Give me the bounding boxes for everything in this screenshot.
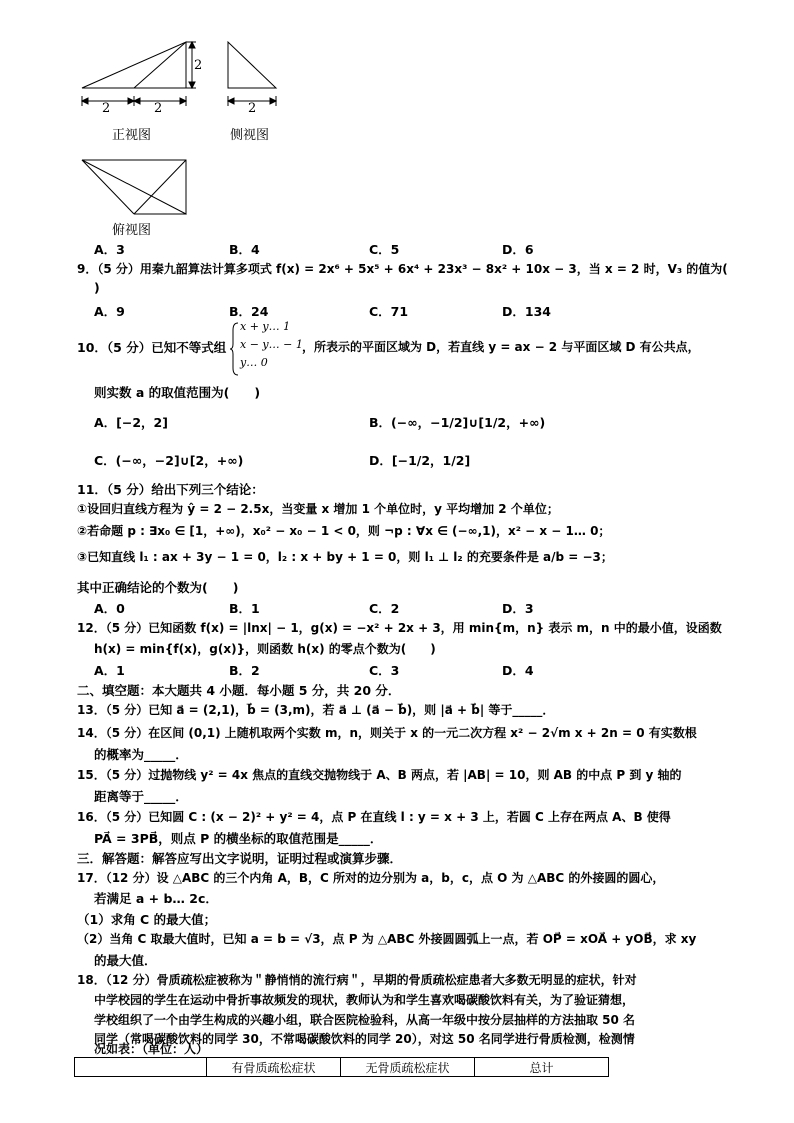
q10-option-c: C．(−∞，−2]∪[2，+∞) [94, 453, 244, 468]
q14-stem-cont: 的概率为_____． [94, 747, 188, 762]
dim-front-left: 2 [102, 101, 111, 116]
q10-system-line1: x + y… 1 [240, 320, 291, 333]
q16-stem: 16．（5 分）已知圆 C : (x − 2)² + y² = 4，点 P 在直线 l : y = x + 3 上，若圆 C 上存在两点 A、B 使得 [77, 810, 671, 824]
q18-stem-line1: 18．（12 分）骨质疏松症被称为＂静悄悄的流行病＂，早期的骨质疏松症患者大多数无明显的症状，针对 [77, 973, 637, 987]
front-view-label: 正视图 [112, 128, 152, 143]
side-view-drawing [228, 42, 276, 106]
q15-stem-cont: 距离等于_____． [94, 789, 188, 804]
table-header-cell: 有骨质疏松症状 [207, 1058, 341, 1077]
dim-front-height: 2 [194, 58, 203, 73]
q9-stem: 9．（5 分）用秦九韶算法计算多项式 f(x) = 2x⁶ + 5x⁵ + 6x⁴ + 23x³ − 8x² + 10x − 3，当 x = 2 时，V₃ 的值为( [77, 262, 728, 276]
q18-stem-line4: 同学（常喝碳酸饮料的同学 30，不常喝碳酸饮料的同学 20），对这 50 名同学进行骨质检测，检测情 [94, 1032, 635, 1046]
q18-stem-line2: 中学校园的学生在运动中骨折事故频发的现状，教师认为和学生喜欢喝碳酸饮料有关，为了验证猜想， [94, 993, 635, 1007]
q11-option-d: D．3 [502, 601, 534, 616]
q10-brace [230, 322, 240, 376]
q13-stem: 13．（5 分）已知 a⃗ = (2,1)，b⃗ = (3,m)，若 a⃗ ⊥ (a⃗ − b⃗)，则 |a⃗ + b⃗| 等于_____． [77, 703, 555, 717]
q17-part-1: （1）求角 C 的最大值； [77, 912, 217, 927]
q10-system-line3: y… 0 [240, 356, 268, 369]
section-3-heading: 三．解答题：解答应写出文字说明，证明过程或演算步骤． [77, 851, 403, 866]
q11-item-1: ①设回归直线方程为 ŷ = 2 − 2.5x，当变量 x 增加 1 个单位时，y 平均增加 2 个单位； [77, 502, 559, 516]
q12-stem-cont: h(x) = min{f(x)，g(x)}，则函数 h(x) 的零点个数为( ) [94, 642, 436, 656]
section-2-heading: 二、填空题：本大题共 4 小题．每小题 5 分，共 20 分． [77, 683, 401, 698]
q11-item-3: ③已知直线 l₁ : ax + 3y − 1 = 0，l₂ : x + by + 1 = 0，则 l₁ ⊥ l₂ 的充要条件是 a/b = −3； [77, 550, 613, 564]
q12-option-c: C．3 [369, 663, 400, 678]
top-view-drawing [82, 160, 186, 214]
q14-stem: 14．（5 分）在区间 (0,1) 上随机取两个实数 m，n，则关于 x 的一元二次方程 x² − 2√m x + 2n = 0 有实数根 [77, 726, 697, 740]
q17-stem: 17．（12 分）设 △ABC 的三个内角 A，B，C 所对的边分别为 a，b，c，点 O 为 △ABC 的外接圆的圆心， [77, 871, 665, 885]
dim-side: 2 [248, 101, 257, 116]
q18-stem-line5: 况如表：（单位：人） [94, 1042, 209, 1056]
q17-part-2-cont: 的最大值． [94, 953, 157, 968]
q18-stem-line3: 学校组织了一个由学生构成的兴趣小组，联合医院检验科，从高一年级中按分层抽样的方法抽取 50 名 [94, 1013, 636, 1027]
dim-front-right: 2 [154, 101, 163, 116]
q8-option-d: D．6 [502, 242, 534, 257]
q9-option-a: A．9 [94, 304, 125, 319]
q10-stem-line2: 则实数 a 的取值范围为( ) [94, 385, 261, 400]
three-view-figure [0, 0, 320, 240]
table-header-cell [75, 1058, 207, 1077]
osteoporosis-table [74, 1057, 609, 1077]
q15-stem: 15．（5 分）过抛物线 y² = 4x 焦点的直线交抛物线于 A、B 两点，若 |AB| = 10，则 AB 的中点 P 到 y 轴的 [77, 768, 682, 782]
top-view-label: 俯视图 [112, 223, 152, 238]
q10-system-line2: x − y… − 1 [240, 338, 303, 351]
q10-option-d: D．[−1/2，1/2] [369, 453, 471, 468]
q17-part-2: （2）当角 C 取最大值时，已知 a = b = √3，点 P 为 △ABC 外接圆圆弧上一点，若 OP⃗ = xOA⃗ + yOB⃗，求 xy [77, 932, 697, 946]
table-header-row [75, 1058, 609, 1077]
q8-option-b: B．4 [229, 242, 260, 257]
table-header-cell: 无骨质疏松症状 [341, 1058, 475, 1077]
q12-option-b: B．2 [229, 663, 260, 678]
q16-stem-cont: PA⃗ = 3PB⃗，则点 P 的横坐标的取值范围是_____． [94, 831, 383, 846]
q9-option-c: C．71 [369, 304, 409, 319]
q12-option-d: D．4 [502, 663, 534, 678]
q11-option-a: A．0 [94, 601, 125, 616]
q9-option-b: B．24 [229, 304, 269, 319]
q12-option-a: A．1 [94, 663, 125, 678]
q8-option-a: A．3 [94, 242, 125, 257]
q11-stem: 11．（5 分）给出下列三个结论： [77, 482, 264, 497]
q10-option-b: B．(−∞，−1/2]∪[1/2，+∞) [369, 415, 546, 430]
q11-option-b: B．1 [229, 601, 260, 616]
q11-question: 其中正确结论的个数为( ) [77, 580, 239, 595]
side-view-label: 侧视图 [230, 128, 270, 143]
q9-stem-cont: ) [94, 280, 100, 295]
q11-item-2: ②若命题 p : ∃x₀ ∈ [1，+∞)，x₀² − x₀ − 1 < 0，则 ¬p : ∀x ∈ (−∞,1)，x² − x − 1… 0； [77, 524, 611, 538]
front-view-drawing [82, 42, 196, 106]
q10-stem-prefix: 10．（5 分）已知不等式组 [77, 340, 227, 355]
q10-stem-suffix: ，所表示的平面区域为 D，若直线 y = ax − 2 与平面区域 D 有公共点， [302, 340, 700, 354]
q17-stem-cont: 若满足 a + b… 2c． [94, 891, 218, 906]
table-header-cell: 总计 [475, 1058, 609, 1077]
q10-option-a: A．[−2，2] [94, 415, 168, 430]
q9-option-d: D．134 [502, 304, 551, 319]
q11-option-c: C．2 [369, 601, 400, 616]
q8-option-c: C．5 [369, 242, 400, 257]
q12-stem: 12．（5 分）已知函数 f(x) = |lnx| − 1，g(x) = −x² + 2x + 3，用 min{m，n} 表示 m，n 中的最小值，设函数 [77, 621, 722, 635]
